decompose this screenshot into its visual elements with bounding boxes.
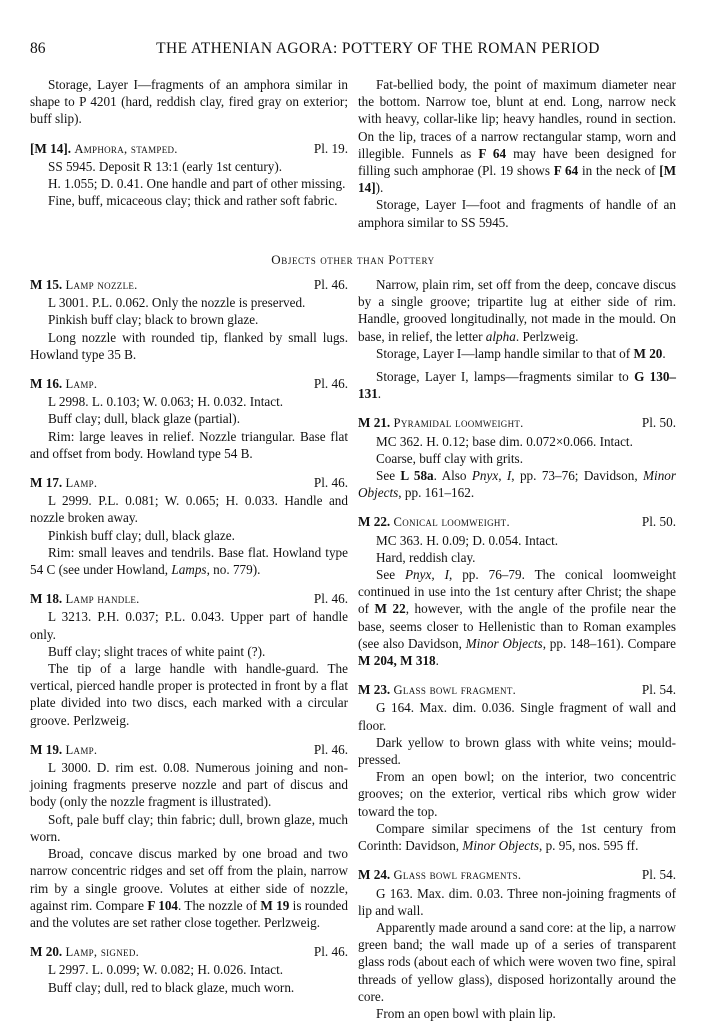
plate-ref: Pl. 46. (313, 376, 348, 392)
storage-note: Storage, Layer I—lamp handle similar to that of M 20. (376, 345, 666, 361)
entry-m15-heading: M 15. Lamp nozzle. Pl. 46. (30, 276, 348, 294)
entry-line: MC 363. H. 0.09; D. 0.054. Intact. (376, 532, 559, 548)
entry-line: From an open bowl; on the interior, two concentric grooves; on the exterior, vertical ribs which grow wider toward the top. (358, 769, 676, 819)
right-top-column (358, 76, 676, 231)
plate-ref: Pl. 50. (641, 415, 676, 431)
entry-line: From an open bowl with plain lip. (376, 1005, 556, 1021)
plate-ref: Pl. 54. (641, 682, 676, 698)
entry-m24-heading: M 24. Glass bowl fragments. Pl. 54. (358, 866, 676, 884)
entry-line: Long nozzle with rounded tip, flanked by small lugs. Howland type 35 B. (30, 329, 348, 362)
entry-line: Coarse, buff clay with grits. (376, 450, 523, 466)
left-top-column (30, 76, 348, 209)
entry-m22-heading: M 22. Conical loomweight. Pl. 50. (358, 513, 676, 531)
right-column (358, 276, 676, 1022)
entry-line: Narrow, plain rim, set off from the deep, concave discus by a single groove; tripartite lug at either side of rim. Handle, grooved longitudinally, not made in the mould. On base, in relief, the letter alpha. Perlzweig. (358, 277, 676, 344)
entry-line: H. 1.055; D. 0.41. One handle and part of other missing. (48, 176, 346, 192)
entry-line: L 3001. P.L. 0.062. Only the nozzle is preserved. (48, 295, 306, 311)
plate-ref: Pl. 46. (313, 944, 348, 960)
entry-line: The tip of a large handle with handle-guard. The vertical, pierced handle proper is protected in front by a flat plate divided into two discs, each marked with a circular groove. Perlzweig. (30, 661, 348, 728)
entry-line: Buff clay; dull, red to black glaze, much worn. (48, 979, 295, 995)
entry-m18-heading: M 18. Lamp handle. Pl. 46. (30, 590, 348, 608)
running-title: THE ATHENIAN AGORA: POTTERY OF THE ROMAN PERIOD (156, 40, 600, 57)
entry-line: G 163. Max. dim. 0.03. Three non-joining fragments of lip and wall. (358, 885, 676, 918)
entry-m20-heading: M 20. Lamp, signed. Pl. 46. (30, 943, 348, 961)
storage-note: Storage, Layer I, lamps—fragments similar to G 130–131. (358, 369, 677, 402)
section-title: Objects other than Pottery (271, 252, 435, 267)
plate-ref: Pl. 46. (313, 591, 348, 607)
description-paragraph: Fat-bellied body, the point of maximum diameter near the bottom. Narrow toe, blunt at end. Long, narrow neck with heavy, collar-like lip; heavy handles, round in section. On the lip, traces of a narrow rectangular stamp, worn and illegible. Funnels as F 64 may have been designed for filling such amphorae (Pl. 19 shows F 64 in the neck of [M 14]). (358, 77, 677, 196)
entry-line: See L 58a. Also Pnyx, I, pp. 73–76; Davidson, Minor Objects, pp. 161–162. (358, 468, 677, 501)
entry-line: L 3000. D. rim est. 0.08. Numerous joining and non-joining fragments preserve nozzle and part of discus and body (only the nozzle fragment is illustrated). (30, 760, 348, 810)
entry-line: Hard, reddish clay. (376, 549, 476, 565)
entry-line: Fine, buff, micaceous clay; thick and rather soft fabric. (48, 193, 338, 209)
entry-line: L 2997. L. 0.099; W. 0.082; H. 0.026. Intact. (48, 962, 284, 978)
entry-line: SS 5945. Deposit R 13:1 (early 1st century). (48, 158, 283, 174)
entry-m21-heading: M 21. Pyramidal loomweight. Pl. 50. (358, 414, 676, 432)
entry-line: Buff clay; dull, black glaze (partial). (48, 411, 240, 427)
page-number: 86 (30, 40, 46, 57)
entry-line: Apparently made around a sand core: at the lip, a narrow green band; the wall made up of a series of transparent glass rods (about each of which were woven two fine, spiral threads of yellow glass), disposed horizontally around the core. (358, 919, 676, 1004)
entry-line: Compare similar specimens of the 1st century from Corinth: Davidson, Minor Objects, p. 95, nos. 595 ff. (358, 820, 676, 854)
entry-line: See Pnyx, I, pp. 76–79. The conical loomweight continued in use into the 1st century after Christ; the shape of M 22, however, with the angle of the profile near the base, seems closer to Hellenistic than to Roman examples (see also Davidson, Minor Objects, pp. 148–161). Compare M 204, M 318. (358, 567, 677, 669)
entry-line: Pinkish buff clay; black to brown glaze. (48, 312, 259, 328)
entry-line: MC 362. H. 0.12; base dim. 0.072×0.066. Intact. (376, 433, 633, 449)
entry-m17-heading: M 17. Lamp. Pl. 46. (30, 474, 348, 492)
entry-line: Soft, pale buff clay; thin fabric; dull, brown glaze, much worn. (30, 811, 348, 844)
entry-number: [M 14]. (30, 140, 72, 156)
entry-line: Dark yellow to brown glass with white veins; mould-pressed. (358, 734, 676, 768)
plate-ref: Pl. 54. (641, 867, 676, 883)
entry-m23-heading: M 23. Glass bowl fragment. Pl. 54. (358, 681, 676, 699)
entry-title: Amphora, stamped. (74, 141, 178, 156)
plate-ref: Pl. 46. (313, 277, 348, 292)
entry-m16-heading: M 16. Lamp. Pl. 46. (30, 375, 348, 393)
entry-line: G 164. Max. dim. 0.036. Single fragment of wall and floor. (358, 700, 676, 733)
entry-m14-heading (30, 140, 348, 158)
running-header (30, 40, 676, 66)
storage-note: Storage, Layer I—fragments of an amphora similar in shape to P 4201 (hard, reddish clay, fired gray on exterior; buff slip). (30, 77, 348, 127)
plate-ref: Pl. 19. (313, 140, 348, 156)
plate-ref: Pl. 50. (641, 514, 676, 530)
entry-line: Rim: small leaves and tendrils. Base flat. Howland type 54 C (see under Howland, Lamps, no. 779). (30, 544, 348, 578)
entry-line: Rim: large leaves in relief. Nozzle triangular. Base flat and offset from body. Howland type 54 B. (30, 428, 348, 461)
entry-line: L 2998. L. 0.103; W. 0.063; H. 0.032. Intact. (48, 394, 284, 410)
entry-line: L 3213. P.H. 0.037; P.L. 0.043. Upper part of handle only. (30, 609, 348, 642)
entry-line: Pinkish buff clay; dull, black glaze. (48, 527, 235, 543)
storage-note: Storage, Layer I—foot and fragments of handle of an amphora similar to SS 5945. (358, 197, 676, 230)
entry-line: L 2999. P.L. 0.081; W. 0.065; H. 0.033. Handle and nozzle broken away. (30, 493, 348, 526)
entry-line: Buff clay; slight traces of white paint (?). (48, 643, 266, 659)
entry-m19-heading: M 19. Lamp. Pl. 46. (30, 741, 348, 759)
plate-ref: Pl. 46. (313, 475, 348, 491)
page (30, 0, 676, 1024)
entry-line: Broad, concave discus marked by one broad and two narrow concentric ridges and set off from the plain, narrow rim by a single groove. Volutes at either side of nozzle, against rim. Compare F 104. The nozzle of M 19 is rounded and the volutes are set rather close together. Perlzweig. (30, 846, 349, 930)
plate-ref: Pl. 46. (313, 741, 348, 757)
left-column (30, 276, 348, 996)
